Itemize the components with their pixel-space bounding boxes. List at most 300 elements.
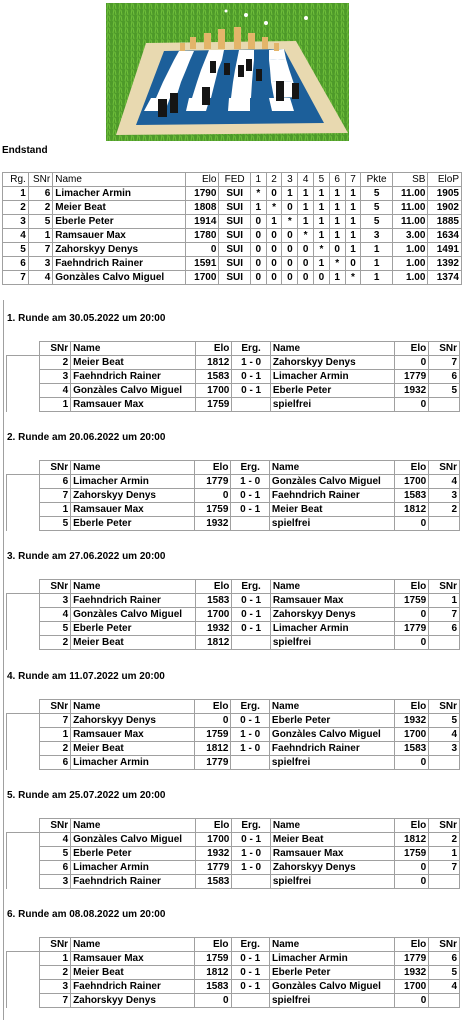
round-header-cell: SNr	[40, 580, 71, 594]
standings-cell: 1700	[185, 271, 219, 285]
game-cell: 4	[40, 833, 71, 847]
standings-cell: 1634	[428, 229, 462, 243]
game-cell: Gonzàles Calvo Miguel	[269, 475, 394, 489]
standings-cell: 0	[250, 271, 266, 285]
game-cell	[232, 398, 270, 412]
game-cell	[7, 714, 40, 728]
game-cell: 1932	[394, 384, 429, 398]
game-cell: 1 - 0	[232, 847, 270, 861]
standings-cell: 1	[314, 229, 330, 243]
game-cell	[429, 875, 460, 889]
standings-cell: SUI	[219, 215, 250, 229]
game-cell: Limacher Armin	[270, 622, 394, 636]
round-header-cell: Name	[269, 700, 394, 714]
game-row	[7, 861, 460, 875]
section-title: Endstand	[2, 145, 48, 156]
standings-cell: SUI	[219, 257, 250, 271]
game-cell: Zahorskyy Denys	[71, 714, 195, 728]
game-cell: 6	[40, 756, 71, 770]
game-cell: 0 - 1	[231, 489, 269, 503]
standings-cell: *	[250, 187, 266, 201]
game-cell	[7, 980, 40, 994]
standings-row	[3, 187, 462, 201]
round-title: 6. Runde am 08.08.2022 um 20:00	[7, 909, 166, 920]
game-cell	[7, 594, 40, 608]
standings-header-cell: 5	[314, 173, 330, 187]
game-cell: 1	[429, 847, 460, 861]
game-cell: 1779	[194, 475, 231, 489]
standings-cell: 3	[3, 215, 29, 229]
game-cell: Zahorskyy Denys	[71, 489, 195, 503]
standings-cell: 1	[361, 271, 392, 285]
standings-cell: 0	[282, 243, 298, 257]
game-cell: Gonzàles Calvo Miguel	[269, 728, 394, 742]
round-header-cell: Erg.	[231, 700, 269, 714]
standings-cell: 0	[314, 271, 330, 285]
game-cell: 1779	[394, 622, 429, 636]
game-cell: 5	[429, 966, 460, 980]
divider-line	[3, 300, 4, 1020]
standings-row	[3, 215, 462, 229]
standings-cell: 1905	[428, 187, 462, 201]
standings-header-cell: Pkte	[361, 173, 392, 187]
round-header-cell: Erg.	[232, 342, 270, 356]
standings-cell: *	[282, 215, 298, 229]
round-header-cell: SNr	[40, 819, 71, 833]
standings-cell: 0	[298, 243, 314, 257]
round-title: 4. Runde am 11.07.2022 um 20:00	[7, 671, 165, 682]
standings-cell: 0	[345, 257, 361, 271]
standings-cell: 1	[329, 201, 345, 215]
game-cell: Faehndrich Rainer	[71, 980, 195, 994]
game-cell: 5	[429, 384, 460, 398]
game-cell: spielfrei	[269, 994, 394, 1008]
game-cell: 1583	[394, 742, 429, 756]
game-cell: 7	[40, 714, 71, 728]
game-cell: Eberle Peter	[71, 622, 196, 636]
standings-cell: *	[266, 201, 282, 215]
round-table	[6, 699, 460, 770]
standings-cell: Eberle Peter	[53, 215, 186, 229]
game-cell	[7, 503, 40, 517]
game-cell	[429, 636, 460, 650]
game-cell: 2	[429, 503, 460, 517]
game-cell: 1	[40, 503, 71, 517]
game-cell: 0	[394, 356, 429, 370]
standings-cell: 3	[361, 229, 392, 243]
game-cell: 2	[429, 833, 460, 847]
standings-cell: *	[329, 257, 345, 271]
standings-cell: 1780	[185, 229, 219, 243]
game-cell: 1779	[195, 861, 232, 875]
standings-cell: 0	[282, 257, 298, 271]
game-cell	[7, 608, 40, 622]
game-cell: 1583	[394, 489, 429, 503]
game-cell: 6	[429, 952, 460, 966]
game-cell: spielfrei	[270, 398, 394, 412]
standings-cell: 1	[298, 215, 314, 229]
standings-cell: 1491	[428, 243, 462, 257]
standings-header-cell: 6	[329, 173, 345, 187]
game-cell: 2	[40, 636, 71, 650]
standings-cell: 1	[298, 187, 314, 201]
round-header-cell: SNr	[429, 580, 460, 594]
game-cell: Faehndrich Rainer	[71, 594, 196, 608]
game-cell: 0 - 1	[231, 503, 269, 517]
game-cell	[7, 742, 40, 756]
game-cell	[429, 517, 460, 531]
game-cell	[7, 861, 40, 875]
standings-cell: 1	[345, 243, 361, 257]
round-header-cell: Elo	[194, 700, 231, 714]
game-cell: Limacher Armin	[270, 370, 394, 384]
game-cell: 1759	[194, 503, 231, 517]
game-cell: 1 - 0	[232, 861, 270, 875]
standings-cell: 1	[345, 215, 361, 229]
game-cell: 2	[40, 356, 71, 370]
round-header-cell: Elo	[394, 580, 429, 594]
standings-cell: SUI	[219, 201, 250, 215]
game-cell: 0	[394, 398, 429, 412]
standings-cell: 1.00	[392, 257, 428, 271]
game-cell: 1	[40, 952, 71, 966]
standings-cell: 4	[3, 229, 29, 243]
game-row	[7, 475, 460, 489]
standings-cell: 6	[3, 257, 29, 271]
round-table	[6, 579, 460, 650]
standings-cell: Gonzàles Calvo Miguel	[53, 271, 186, 285]
game-cell: 0 - 1	[231, 714, 269, 728]
game-cell: Faehndrich Rainer	[269, 489, 394, 503]
standings-cell: 1	[345, 187, 361, 201]
round-header-cell: SNr	[429, 461, 460, 475]
standings-cell: *	[298, 229, 314, 243]
game-cell: 1 - 0	[231, 475, 269, 489]
standings-cell: 7	[3, 271, 29, 285]
game-cell: Faehndrich Rainer	[71, 370, 196, 384]
game-cell	[429, 398, 460, 412]
game-cell: Limacher Armin	[71, 475, 195, 489]
standings-cell: 7	[28, 243, 52, 257]
standings-cell: 1	[314, 187, 330, 201]
standings-row	[3, 271, 462, 285]
standings-cell: *	[314, 243, 330, 257]
game-cell: 1583	[194, 980, 231, 994]
game-cell: 0 - 1	[232, 370, 270, 384]
game-cell: Zahorskyy Denys	[270, 356, 394, 370]
standings-cell: 11.00	[392, 215, 428, 229]
game-row	[7, 980, 460, 994]
standings-cell: 0	[266, 257, 282, 271]
game-cell: 1759	[194, 952, 231, 966]
game-cell: 0	[194, 714, 231, 728]
round-header-cell: Elo	[394, 819, 429, 833]
round-table	[6, 818, 460, 889]
standings-cell: 0	[329, 243, 345, 257]
game-cell: 5	[40, 517, 71, 531]
standings-header-cell: SB	[392, 173, 428, 187]
round-header-cell: Elo	[195, 819, 232, 833]
round-header-row	[7, 461, 460, 475]
game-cell	[231, 756, 269, 770]
round-header-row	[7, 580, 460, 594]
game-cell	[231, 994, 269, 1008]
game-cell: Zahorskyy Denys	[270, 861, 394, 875]
round-header-cell: Name	[71, 700, 195, 714]
standings-cell: 5	[361, 201, 392, 215]
standings-cell: 1885	[428, 215, 462, 229]
round-header-cell: Elo	[194, 461, 231, 475]
game-cell	[7, 833, 40, 847]
round-title: 5. Runde am 25.07.2022 um 20:00	[7, 790, 166, 801]
game-cell	[7, 622, 40, 636]
game-row	[7, 875, 460, 889]
round-header-cell: Elo	[394, 342, 429, 356]
game-cell: 0 - 1	[231, 980, 269, 994]
standings-cell: Limacher Armin	[53, 187, 186, 201]
game-cell: 3	[40, 594, 71, 608]
game-cell: Meier Beat	[71, 356, 196, 370]
game-cell	[429, 994, 460, 1008]
standings-header-cell: Name	[53, 173, 186, 187]
game-cell	[7, 398, 40, 412]
game-cell: 1	[40, 728, 71, 742]
game-cell: 3	[40, 875, 71, 889]
game-cell: 3	[40, 980, 71, 994]
game-cell: 1700	[195, 833, 232, 847]
round-header-cell: Elo	[195, 342, 232, 356]
round-header-cell: Name	[270, 819, 394, 833]
game-cell: 5	[40, 847, 71, 861]
standings-cell: 0	[250, 257, 266, 271]
game-cell: 4	[40, 608, 71, 622]
game-cell: 1700	[195, 608, 232, 622]
game-cell: 0 - 1	[232, 608, 270, 622]
game-cell: 0 - 1	[231, 952, 269, 966]
game-cell: 4	[40, 384, 71, 398]
standings-cell: 1	[298, 201, 314, 215]
game-cell: Limacher Armin	[71, 756, 195, 770]
round-header-cell: Name	[269, 461, 394, 475]
round-table	[6, 460, 460, 531]
standings-cell: 5	[361, 187, 392, 201]
standings-cell: Meier Beat	[53, 201, 186, 215]
round-header-cell: Elo	[195, 580, 232, 594]
game-cell: 0 - 1	[232, 594, 270, 608]
game-cell: Meier Beat	[269, 503, 394, 517]
standings-cell: 0	[250, 215, 266, 229]
standings-cell: 0	[266, 243, 282, 257]
game-cell: 1759	[194, 728, 231, 742]
round-header-cell: Name	[71, 819, 196, 833]
game-cell: 1812	[195, 636, 232, 650]
game-cell	[7, 636, 40, 650]
game-cell: 4	[429, 728, 460, 742]
game-cell: Eberle Peter	[270, 384, 394, 398]
standings-cell: SUI	[219, 187, 250, 201]
round-header-cell: Erg.	[231, 938, 269, 952]
standings-cell: 11.00	[392, 187, 428, 201]
game-row	[7, 370, 460, 384]
round-header-cell: Elo	[394, 461, 429, 475]
game-cell: Meier Beat	[71, 636, 196, 650]
game-row	[7, 636, 460, 650]
game-cell: 1583	[195, 370, 232, 384]
game-cell: Ramsauer Max	[71, 728, 195, 742]
standings-cell: 1	[3, 187, 29, 201]
standings-cell: 4	[28, 271, 52, 285]
game-cell: 0	[394, 875, 429, 889]
standings-cell: 1	[345, 201, 361, 215]
game-cell: 1 - 0	[231, 728, 269, 742]
standings-cell: 11.00	[392, 201, 428, 215]
game-cell: 6	[40, 861, 71, 875]
game-cell: 0 - 1	[232, 384, 270, 398]
standings-cell: 0	[266, 187, 282, 201]
game-cell: 4	[429, 475, 460, 489]
standings-header-cell: FED	[219, 173, 250, 187]
game-cell: Gonzàles Calvo Miguel	[269, 980, 394, 994]
game-row	[7, 384, 460, 398]
game-cell	[7, 966, 40, 980]
standings-row	[3, 257, 462, 271]
game-cell	[232, 875, 270, 889]
standings-header-cell: Rg.	[3, 173, 29, 187]
standings-row	[3, 243, 462, 257]
round-header-cell: Name	[71, 461, 195, 475]
game-cell: 0	[194, 489, 231, 503]
game-cell: 5	[40, 622, 71, 636]
game-cell: 1812	[194, 966, 231, 980]
standings-cell: 1	[361, 243, 392, 257]
game-cell: 1 - 0	[232, 356, 270, 370]
game-cell: Ramsauer Max	[71, 398, 196, 412]
game-cell: spielfrei	[269, 756, 394, 770]
game-row	[7, 356, 460, 370]
round-header-cell	[7, 342, 40, 356]
game-cell: Ramsauer Max	[71, 503, 195, 517]
standings-cell: 1	[329, 229, 345, 243]
round-header-cell: Name	[270, 580, 394, 594]
game-cell: 5	[429, 714, 460, 728]
round-header-cell	[7, 700, 40, 714]
game-cell: Faehndrich Rainer	[269, 742, 394, 756]
game-cell: Gonzàles Calvo Miguel	[71, 608, 196, 622]
game-row	[7, 398, 460, 412]
game-cell: Zahorskyy Denys	[71, 994, 195, 1008]
game-cell: Meier Beat	[71, 966, 195, 980]
round-table	[6, 937, 460, 1008]
game-cell: 0 - 1	[232, 622, 270, 636]
game-row	[7, 714, 460, 728]
game-cell	[7, 517, 40, 531]
round-header-cell: Erg.	[232, 580, 270, 594]
standings-cell: 5	[361, 215, 392, 229]
game-cell: 7	[40, 994, 71, 1008]
game-cell	[7, 475, 40, 489]
game-cell	[7, 756, 40, 770]
standings-cell: 5	[28, 215, 52, 229]
game-cell: 6	[429, 370, 460, 384]
standings-cell: 1	[314, 215, 330, 229]
game-cell	[7, 952, 40, 966]
game-row	[7, 742, 460, 756]
game-cell: 1932	[195, 622, 232, 636]
chessboard-photo	[106, 3, 349, 141]
round-header-row	[7, 700, 460, 714]
standings-cell: 0	[282, 201, 298, 215]
game-cell: Limacher Armin	[71, 861, 196, 875]
round-header-cell	[7, 938, 40, 952]
standings-cell: 0	[298, 271, 314, 285]
standings-header-cell: EloP	[428, 173, 462, 187]
standings-cell: 0	[250, 243, 266, 257]
standings-cell: 1808	[185, 201, 219, 215]
game-cell: 1	[40, 398, 71, 412]
game-cell: Meier Beat	[270, 833, 394, 847]
game-row	[7, 503, 460, 517]
game-cell: 1759	[394, 594, 429, 608]
game-cell: 1779	[394, 370, 429, 384]
standings-cell: 1790	[185, 187, 219, 201]
standings-cell: 1	[329, 215, 345, 229]
game-cell: 6	[429, 622, 460, 636]
standings-cell: 5	[3, 243, 29, 257]
game-cell: 4	[429, 980, 460, 994]
round-header-row	[7, 938, 460, 952]
game-cell: 0	[394, 756, 429, 770]
round-header-cell: SNr	[40, 700, 71, 714]
round-title: 3. Runde am 27.06.2022 um 20:00	[7, 551, 166, 562]
standings-cell: Ramsauer Max	[53, 229, 186, 243]
game-cell	[7, 994, 40, 1008]
standings-cell: 1	[314, 201, 330, 215]
game-row	[7, 622, 460, 636]
game-cell: Eberle Peter	[269, 966, 394, 980]
game-cell: spielfrei	[270, 875, 394, 889]
standings-cell: 0	[266, 229, 282, 243]
round-header-cell	[7, 819, 40, 833]
round-header-row	[7, 342, 460, 356]
round-title: 2. Runde am 20.06.2022 um 20:00	[7, 432, 166, 443]
game-cell: 1700	[394, 728, 429, 742]
round-header-cell: SNr	[40, 461, 71, 475]
game-cell: 1812	[394, 503, 429, 517]
standings-cell: 1	[250, 201, 266, 215]
round-header-cell: Name	[71, 342, 196, 356]
standings-cell: 0	[282, 229, 298, 243]
standings-cell: 0	[250, 229, 266, 243]
game-cell	[7, 356, 40, 370]
game-row	[7, 952, 460, 966]
game-cell: Gonzàles Calvo Miguel	[71, 384, 196, 398]
round-header-cell	[7, 580, 40, 594]
round-header-cell: SNr	[40, 342, 71, 356]
standings-header-cell: 7	[345, 173, 361, 187]
game-cell	[7, 384, 40, 398]
game-cell	[232, 636, 270, 650]
standings-cell: 2	[28, 201, 52, 215]
game-cell: 1932	[394, 714, 429, 728]
game-cell: Faehndrich Rainer	[71, 875, 196, 889]
round-header-cell: Name	[270, 342, 394, 356]
game-cell: 0 - 1	[231, 966, 269, 980]
game-cell: spielfrei	[270, 636, 394, 650]
round-table	[6, 341, 460, 412]
standings-row	[3, 201, 462, 215]
standings-cell: 1	[329, 187, 345, 201]
standings-cell: Zahorskyy Denys	[53, 243, 186, 257]
